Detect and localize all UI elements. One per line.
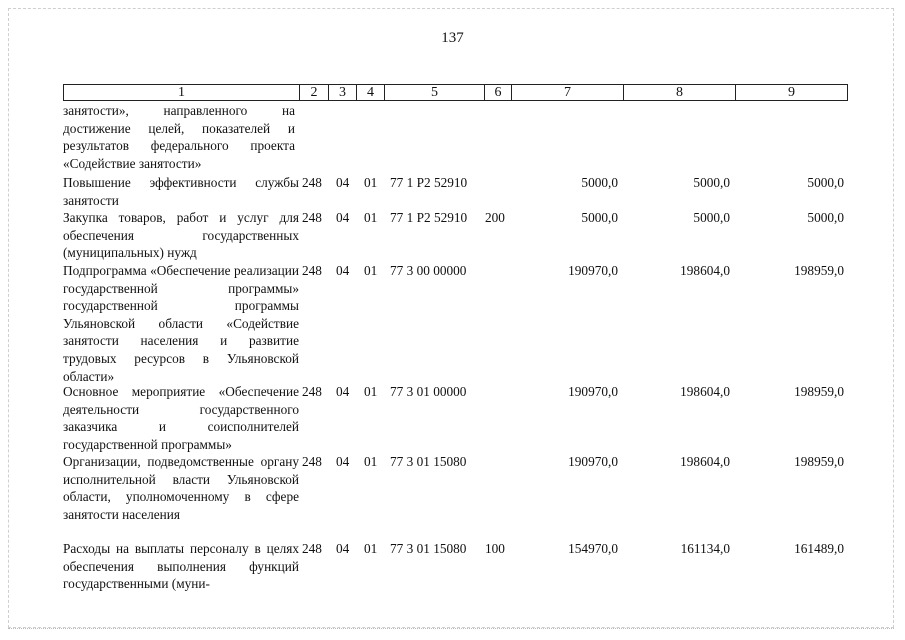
row-name: Закупка товаров, работ и услуг для обеспечения государственных (муниципальных) нужд xyxy=(63,210,299,261)
row-col-5: 77 1 P2 52910 xyxy=(390,210,468,225)
row-col-9: 198959,0 xyxy=(794,263,844,278)
row-col-9: 198959,0 xyxy=(794,454,844,469)
row-col-5: 77 3 00 00000 xyxy=(390,263,467,278)
continued-row-text: занятости», направленного на достижение целей, показателей и результатов федерального проекта «Содействие занятости» xyxy=(63,103,295,171)
header-col-7: 7 xyxy=(512,85,624,100)
row-col-9: 161489,0 xyxy=(794,541,844,556)
header-col-6: 6 xyxy=(485,85,512,100)
row-name: Повышение эффективности службы занятости xyxy=(63,175,299,208)
header-col-8: 8 xyxy=(624,85,736,100)
header-col-5: 5 xyxy=(385,85,485,100)
row-col-8: 198604,0 xyxy=(680,384,730,399)
row-col-9: 198959,0 xyxy=(794,384,844,399)
row-col-8: 5000,0 xyxy=(693,175,730,190)
row-col-2: 248 xyxy=(302,541,322,556)
row-name: Расходы на выплаты персоналу в целях обеспечения выполнения функций государственными (муни- xyxy=(63,541,299,592)
row-col-3: 04 xyxy=(336,384,350,399)
row-col-5: 77 3 01 15080 xyxy=(390,454,467,469)
row-col-7: 5000,0 xyxy=(581,175,618,190)
row-col-8: 198604,0 xyxy=(680,263,730,278)
bottom-scan-edge xyxy=(8,628,894,630)
header-col-4: 4 xyxy=(357,85,385,100)
row-col-3: 04 xyxy=(336,175,350,190)
row-col-2: 248 xyxy=(302,263,322,278)
row-col-3: 04 xyxy=(336,454,350,469)
row-col-4: 01 xyxy=(364,541,378,556)
row-col-4: 01 xyxy=(364,175,378,190)
row-name: Подпрограмма «Обеспечение реализации государственной программы» государственной программы Ульяновской области «Содействие занятости населения и развитие трудовых ресурсов в Ульяновской области» xyxy=(63,263,299,384)
row-col-7: 154970,0 xyxy=(568,541,618,556)
row-col-4: 01 xyxy=(364,454,378,469)
header-col-2: 2 xyxy=(300,85,329,100)
row-col-2: 248 xyxy=(302,384,322,399)
header-col-1: 1 xyxy=(64,85,300,100)
row-col-6: 200 xyxy=(485,210,505,225)
page-number: 137 xyxy=(441,30,464,46)
row-col-8: 161134,0 xyxy=(680,541,730,556)
row-col-2: 248 xyxy=(302,210,322,225)
row-col-9: 5000,0 xyxy=(807,210,844,225)
row-col-7: 190970,0 xyxy=(568,454,618,469)
row-col-3: 04 xyxy=(336,210,350,225)
row-col-2: 248 xyxy=(302,454,322,469)
row-col-5: 77 3 01 15080 xyxy=(390,541,467,556)
row-col-8: 5000,0 xyxy=(693,210,730,225)
row-col-3: 04 xyxy=(336,263,350,278)
row-col-4: 01 xyxy=(364,384,378,399)
row-name: Организации, подведомственные органу исполнительной власти Ульяновской области, уполномоченному в сфере занятости населения xyxy=(63,454,299,522)
row-col-7: 5000,0 xyxy=(581,210,618,225)
row-col-5: 77 3 01 00000 xyxy=(390,384,467,399)
row-col-8: 198604,0 xyxy=(680,454,730,469)
header-col-3: 3 xyxy=(329,85,357,100)
table-header-row xyxy=(63,84,848,101)
row-col-7: 190970,0 xyxy=(568,384,618,399)
row-col-2: 248 xyxy=(302,175,322,190)
row-col-6: 100 xyxy=(485,541,505,556)
row-col-7: 190970,0 xyxy=(568,263,618,278)
row-col-3: 04 xyxy=(336,541,350,556)
row-col-4: 01 xyxy=(364,210,378,225)
row-col-4: 01 xyxy=(364,263,378,278)
header-col-9: 9 xyxy=(788,85,795,100)
row-col-5: 77 1 P2 52910 xyxy=(390,175,468,190)
row-name: Основное мероприятие «Обеспечение деятельности государственного заказчика и соисполнителей государственной программы» xyxy=(63,384,299,452)
row-col-9: 5000,0 xyxy=(807,175,844,190)
